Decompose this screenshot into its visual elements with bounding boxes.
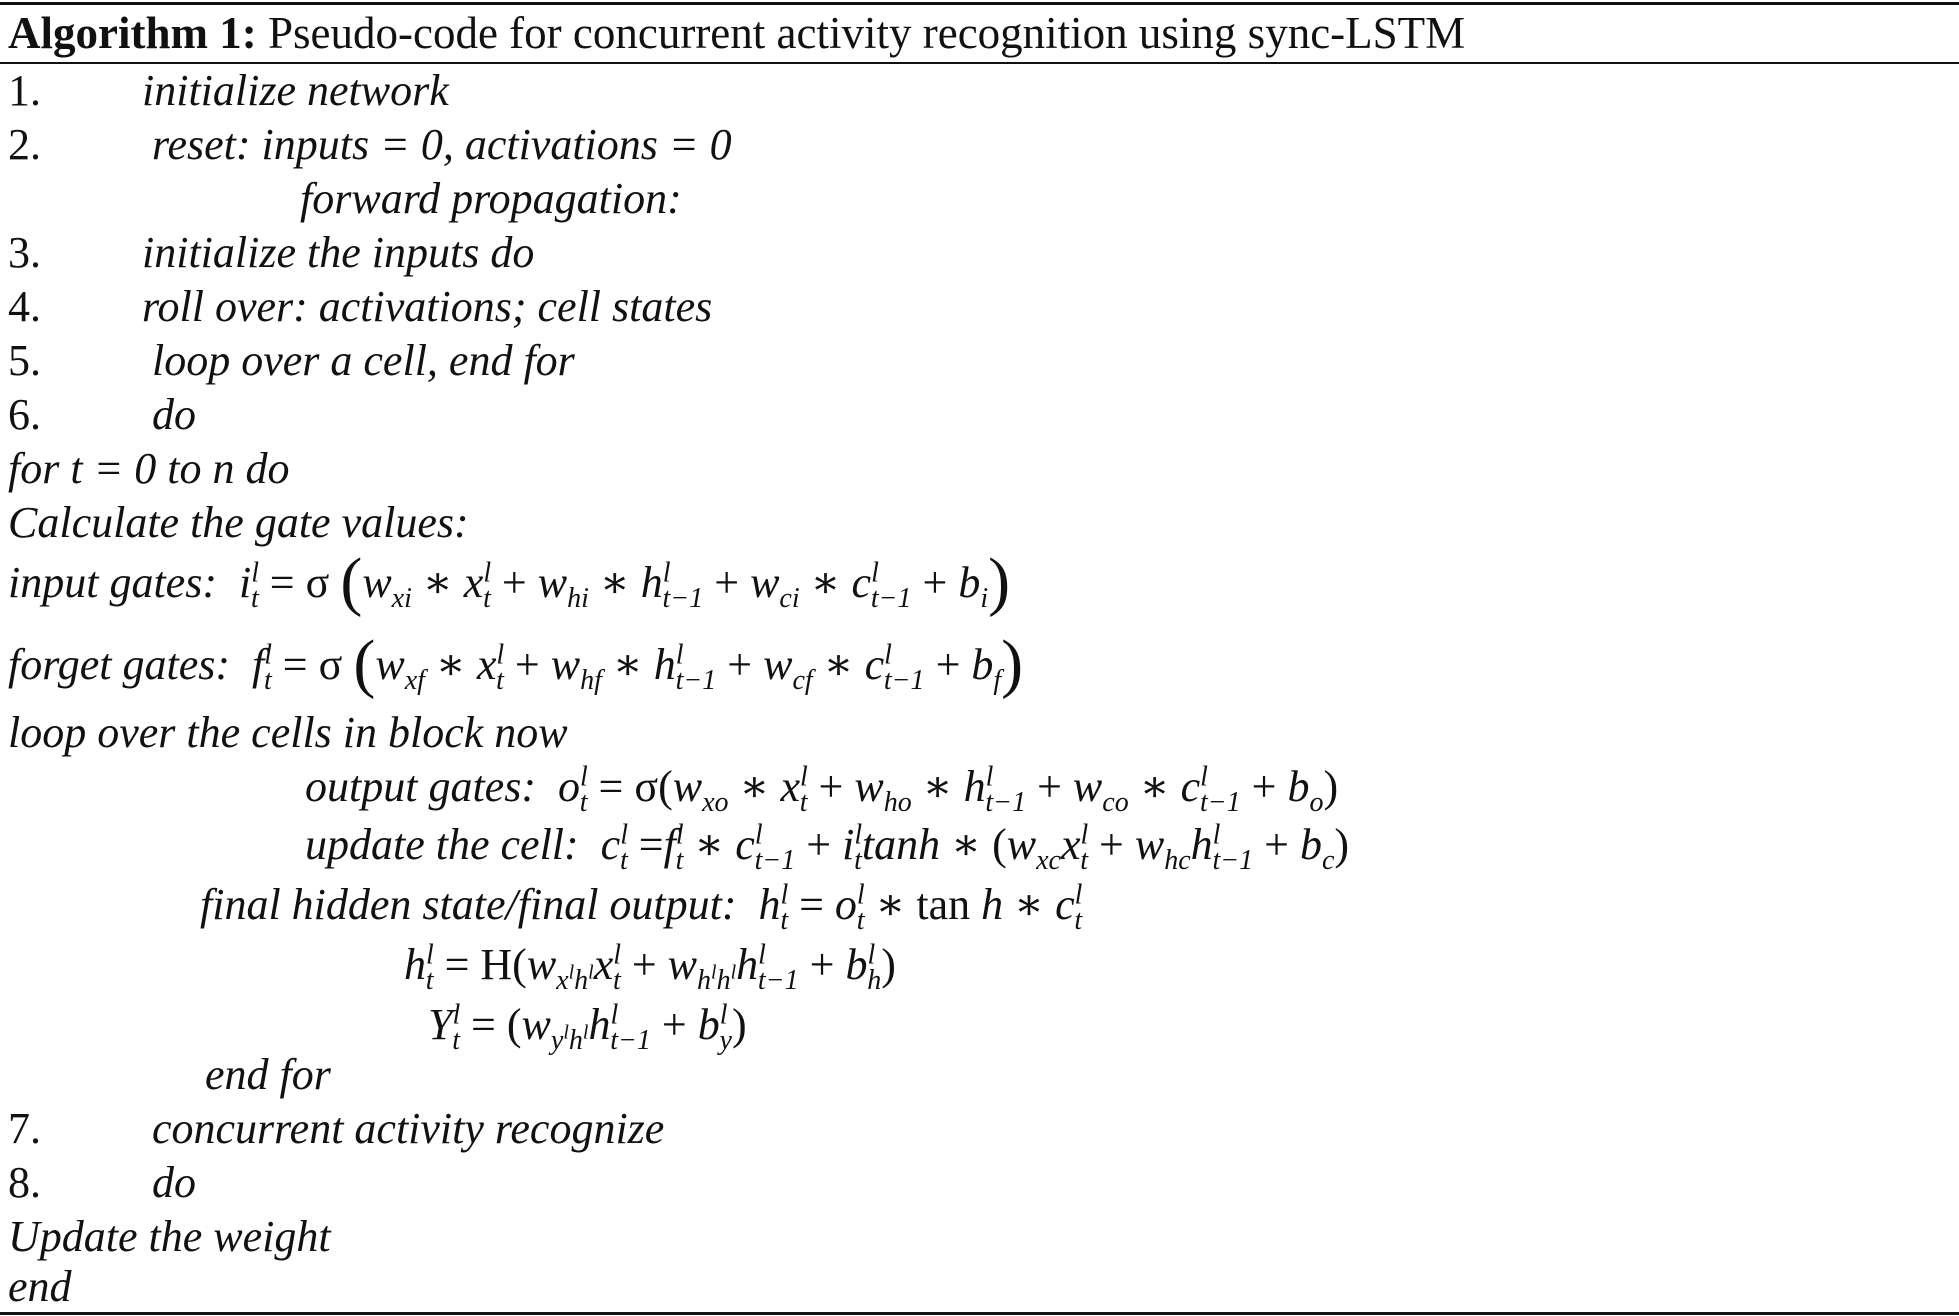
step-number: 8. [8,1158,41,1207]
step-number: 3. [8,228,41,277]
caption-rule [0,62,1959,64]
algorithm-line: loop over a cell, end for [152,336,575,385]
update-cell-equation [305,819,1350,876]
step-number: 2. [8,120,41,169]
output-gates-formula: $o^l_t = \sigma(w_{xo}$ ∗ $x^l_t + w_{ho}$ ∗ $h^l_{t-1} + w_{co}$ ∗ $c^l_{t-1} + b_o$) [546,761,1339,818]
input-gates-equation [8,545,1011,618]
algorithm-line: concurrent activity recognize [152,1104,665,1153]
algorithm-line: Update the weight [8,1212,331,1261]
algorithm-line: for t = 0 to n do [8,444,290,493]
step-number: 6. [8,390,41,439]
output-gates-equation [305,761,1339,818]
step-number: 7. [8,1104,41,1153]
algorithm-line: initialize the inputs do [142,228,535,277]
update-cell-formula: $c^l_t =f^l_t$ ∗ $c^l_{t-1} + i^l_t\tanh$ ∗ $(w_{xc}x^l_t + w_{hc}h^l_{t-1} + b_c)$ [589,819,1350,876]
algorithm-line: loop over the cells in block now [8,708,568,757]
algorithm-line: initialize network [142,66,449,115]
algorithm-line: roll over: activations; cell states [142,282,713,331]
algorithm-line: do [152,1158,196,1207]
final-output-formula: $h^l_t = o^l_t$ ∗ tan h ∗ $c^l_t$ [747,879,1083,936]
hidden-state-formula: $h^l_t = H(w_{x^lh^l}x^l_t + w_{h^lh^l}h^l_{t-1} + b^l_h)$ [404,939,896,996]
forget-gates-formula: $f^l_t = \sigma$ ($w_{xf}$ ∗ $x^l_t + w_{hf}$ ∗ $h^l_{t-1} + w_{cf}$ ∗ $c^l_{t-1} + b_f$) [241,627,1024,700]
caption-text: Pseudo-code for concurrent activity recognition using sync-LSTM [267,8,1466,58]
algorithm-line: do [152,390,196,439]
bottom-rule [0,1312,1959,1315]
step-number: 4. [8,282,41,331]
forget-gates-equation [8,627,1024,700]
final-output-label: final hidden state/final output: [200,880,737,929]
forget-gates-label: forget gates: [8,640,230,689]
step-number: 1. [8,66,41,115]
algorithm-line: end [8,1262,72,1311]
algorithm-line: Calculate the gate values: [8,498,469,547]
algorithm-caption [8,6,1465,60]
output-gates-label: output gates: [305,762,536,811]
output-y-formula: $Y^l_t = (w_{y^lh^l}h^l_{t-1} + b^l_y)$ [428,999,747,1056]
algorithm-line: forward propagation: [300,174,682,223]
top-rule [0,2,1959,5]
final-output-equation [200,879,1083,936]
caption-label: Algorithm 1: [8,8,257,58]
step-number: 5. [8,336,41,385]
input-gates-label: input gates: [8,558,217,607]
algorithm-line: end for [205,1050,331,1099]
input-gates-formula: $i^l_t = \sigma$ ($w_{xi}$ ∗ $x^l_t + w_{hi}$ ∗ $h^l_{t-1} + w_{ci}$ ∗ $c^l_{t-1} + b_i$) [227,545,1011,618]
algorithm-line: reset: inputs = 0, activations = 0 [152,120,732,169]
update-cell-label: update the cell: [305,820,579,869]
